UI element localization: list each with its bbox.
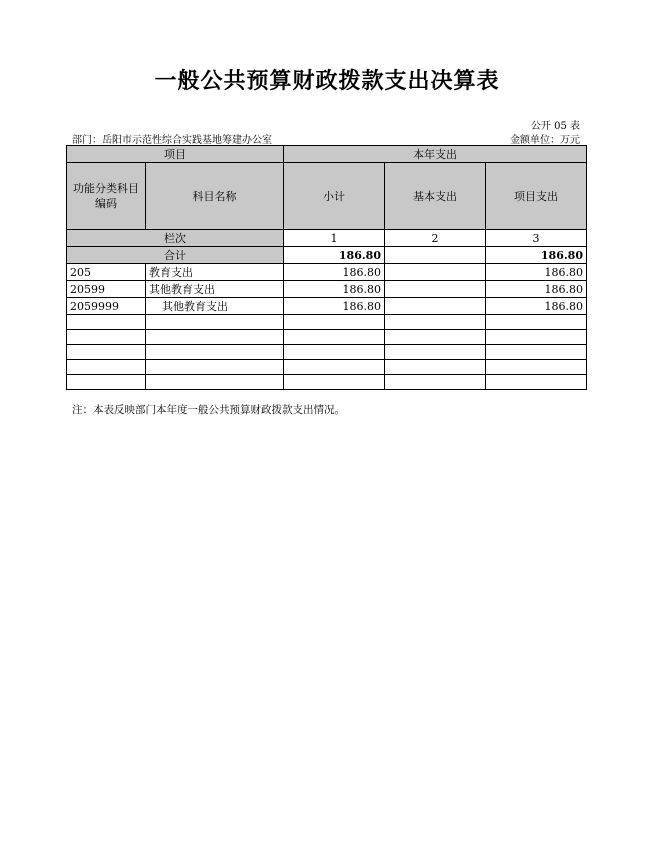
col-index-2: 2 [385,230,486,247]
header-project: 项目 [67,146,284,163]
total-project: 186.80 [486,247,587,264]
row-subtotal: 186.80 [284,264,385,281]
table-row [67,281,587,298]
header-row-2 [67,163,587,230]
row-basic [385,298,486,315]
row-name: 其他教育支出 [146,298,284,315]
col-index-3: 3 [486,230,587,247]
row-code: 20599 [67,281,146,298]
empty-row [67,360,587,375]
form-number: 公开 05 表 [530,121,580,132]
col-label: 栏次 [67,230,284,247]
empty-row [67,330,587,345]
total-subtotal: 186.80 [284,247,385,264]
header-current-year: 本年支出 [284,146,587,163]
empty-row [67,375,587,390]
header-subject-name: 科目名称 [146,163,284,230]
row-subtotal: 186.80 [284,298,385,315]
row-project: 186.80 [486,264,587,281]
column-index-row [67,230,587,247]
table-note: 注：本表反映部门本年度一般公共预算财政拨款支出情况。 [72,404,345,416]
header-project-exp: 项目支出 [486,163,587,230]
row-project: 186.80 [486,298,587,315]
table-row [67,298,587,315]
page-title: 一般公共预算财政拨款支出决算表 [154,68,500,94]
total-row [67,247,587,264]
empty-row [67,315,587,330]
empty-row [67,345,587,360]
department-label: 部门：岳阳市示范性综合实践基地筹建办公室 [72,135,272,146]
row-basic [385,264,486,281]
row-name: 教育支出 [146,264,284,281]
amount-unit-label: 金额单位：万元 [510,135,580,146]
header-basic: 基本支出 [385,163,486,230]
header-func-code: 功能分类科目编码 [67,163,146,230]
table-row [67,264,587,281]
row-project: 186.80 [486,281,587,298]
header-row-1 [67,146,587,163]
expenditure-table [66,145,587,390]
total-basic [385,247,486,264]
row-code: 2059999 [67,298,146,315]
row-basic [385,281,486,298]
total-label: 合计 [67,247,284,264]
row-name: 其他教育支出 [146,281,284,298]
row-code: 205 [67,264,146,281]
col-index-1: 1 [284,230,385,247]
row-subtotal: 186.80 [284,281,385,298]
header-subtotal: 小计 [284,163,385,230]
